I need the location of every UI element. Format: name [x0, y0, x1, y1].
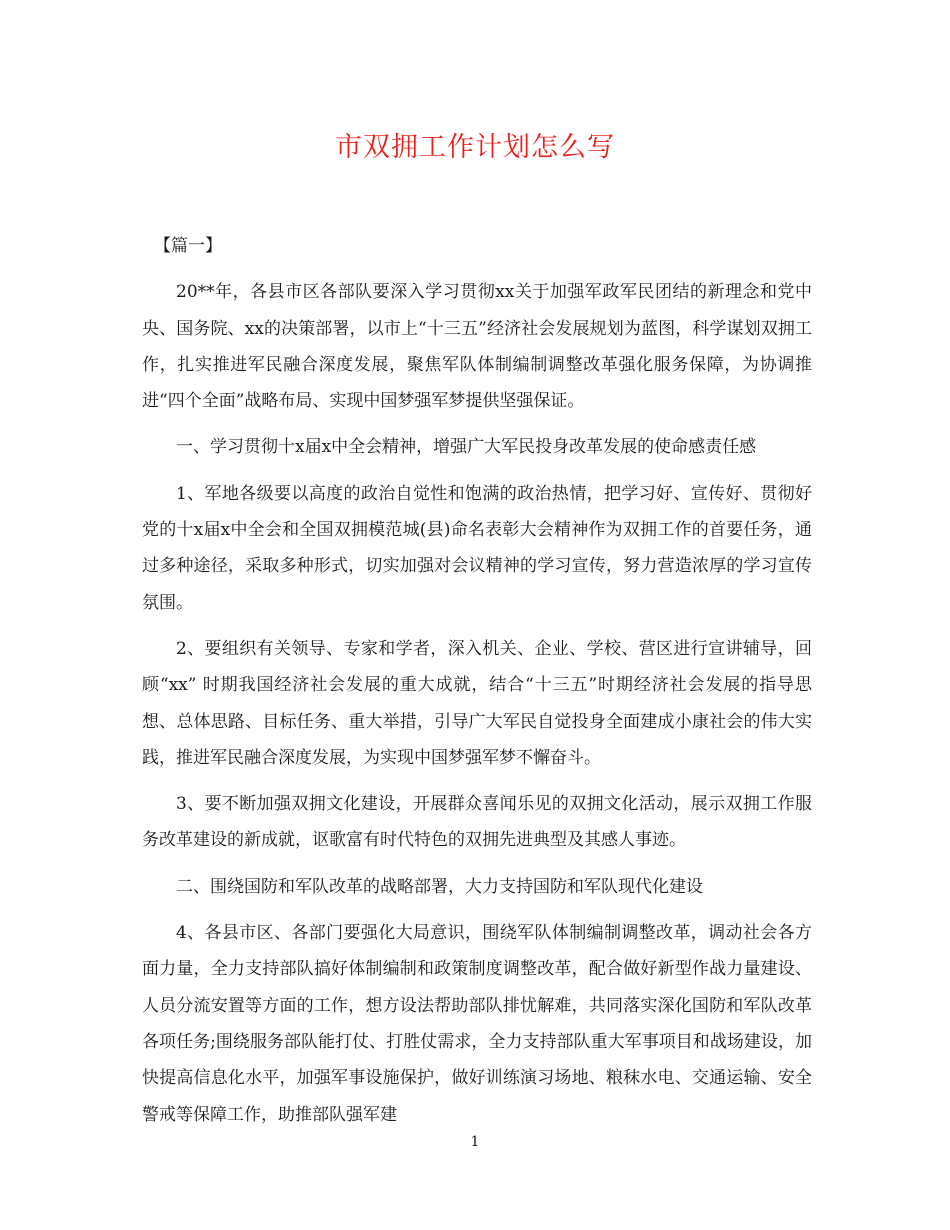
- paragraph-item-1: 1、军地各级要以高度的政治自觉性和饱满的政治热情，把学习好、宣传好、贯彻好党的十x届x中全会和全国双拥模范城(县)命名表彰大会精神作为双拥工作的首要任务，通过多种途径，采取多种形式，切实加强对会议精神的学习宣传，努力营造浓厚的学习宣传氛围。: [142, 483, 812, 613]
- section-label: 【篇一】: [154, 236, 222, 256]
- heading-section-two: 二、围绕国防和军队改革的战略部署，大力支持国防和军队现代化建设: [176, 876, 703, 897]
- paragraph-item-3: 3、要不断加强双拥文化建设，开展群众喜闻乐见的双拥文化活动，展示双拥工作服务改革建设的新成就，讴歌富有时代特色的双拥先进典型及其感人事迹。: [142, 794, 812, 851]
- document-body: [142, 228, 812, 1143]
- paragraph-item-4: 4、各县市区、各部门要强化大局意识，围绕军队体制编制调整改革，调动社会各方面力量，全力支持部队搞好体制编制和政策制度调整改革，配合做好新型作战力量建设、人员分流安置等方面的工作，想方设法帮助部队排忧解难，共同落实深化国防和军队改革各项任务;围绕服务部队能打仗、打胜仗需求，全力支持部队重大军事项目和战场建设，加快提高信息化水平，加强军事设施保护，做好训练演习场地、粮秣水电、交通运输、安全警戒等保障工作，助推部队强军建: [142, 923, 812, 1125]
- page-number: 1: [470, 1134, 480, 1150]
- heading-section-one: 一、学习贯彻十x届x中全会精神，增强广大军民投身改革发展的使命感责任感: [176, 437, 757, 458]
- paragraph-intro: 20**年，各县市区各部队要深入学习贯彻xx关于加强军政军民团结的新理念和党中央、国务院、xx的决策部署，以市上“十三五”经济社会发展规划为蓝图，科学谋划双拥工作，扎实推进军民融合深度发展，聚焦军队体制编制调整改革强化服务保障，为协调推进“四个全面”战略布局、实现中国梦强军梦提供坚强保证。: [142, 282, 812, 412]
- paragraph-item-2: 2、要组织有关领导、专家和学者，深入机关、企业、学校、营区进行宣讲辅导，回顾“xx” 时期我国经济社会发展的重大成就，结合“十三五”时期经济社会发展的指导思想、总体思路、目标任务、重大举措，引导广大军民自觉投身全面建成小康社会的伟大实践，推进军民融合深度发展，为实现中国梦强军梦不懈奋斗。: [142, 638, 812, 768]
- document-title: 市双拥工作计划怎么写: [335, 132, 615, 163]
